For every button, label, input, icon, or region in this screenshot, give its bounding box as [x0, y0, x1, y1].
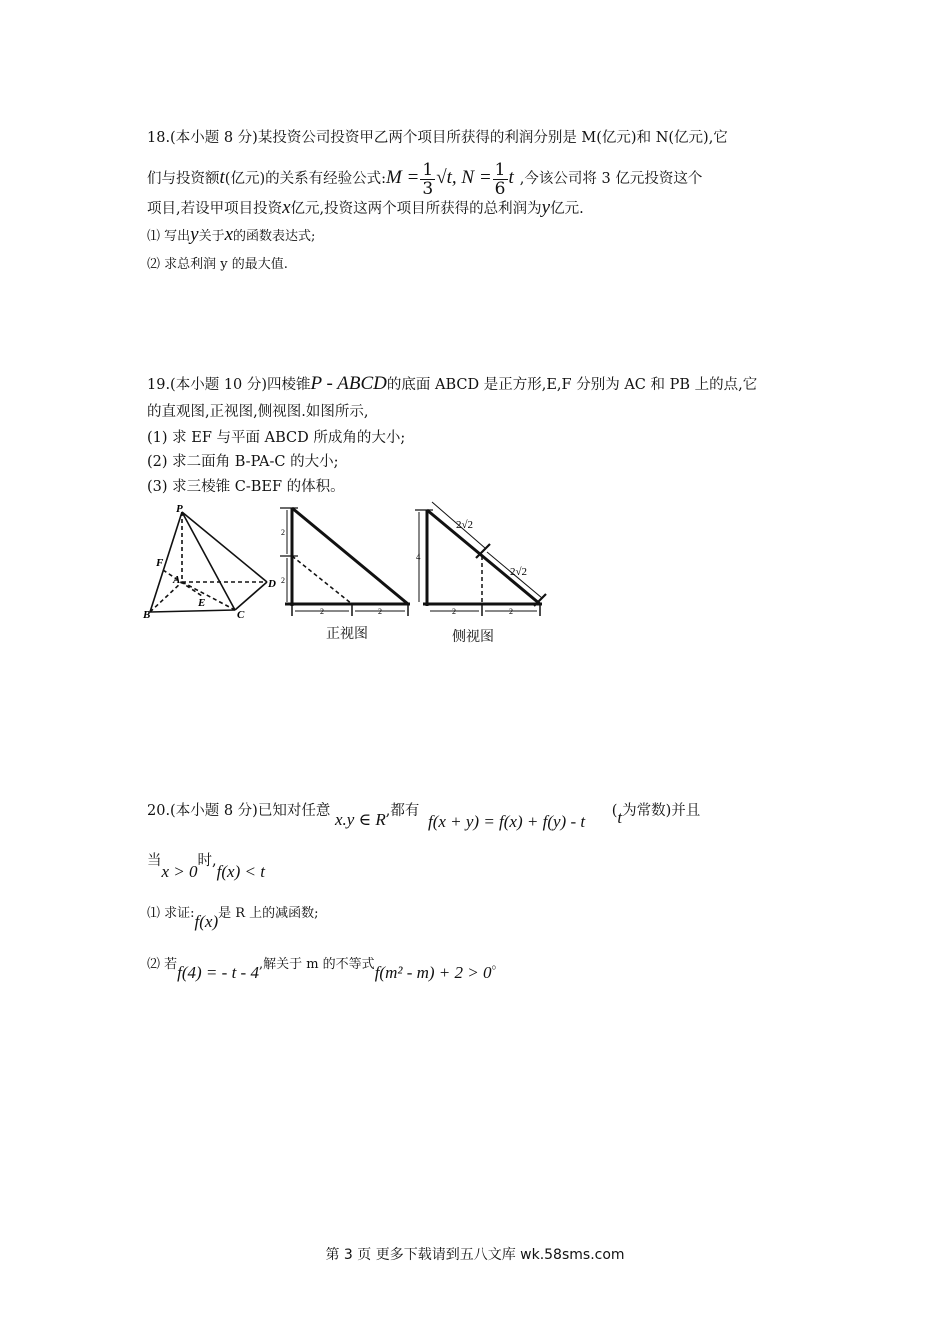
q18-formula-m: M = [385, 167, 420, 188]
frac-denominator: 6 [494, 178, 506, 199]
q18-line2-post: ,今该公司将 3 亿元投资这个 [519, 171, 703, 187]
q20-item2-mid: ,解关于 m 的不等式 [258, 957, 375, 972]
label-a: A [173, 574, 181, 586]
q20-line1-pre: 20.(本小题 8 分)已知对任意 [147, 803, 331, 819]
q20-item1-pre: ⑴ 求证: [147, 906, 195, 921]
front-dim-3: 2 [320, 607, 324, 616]
frac-numerator: 1 [494, 159, 506, 180]
q18-formula-end: t [508, 167, 514, 188]
q18-item1-post: 的函数表达式; [233, 229, 316, 244]
side-dim-slant-1: 2√2 [456, 519, 474, 531]
front-view-drawing [280, 508, 410, 616]
side-view-drawing [415, 502, 546, 616]
q20-paren: ( [611, 803, 618, 819]
label-c: C [237, 609, 245, 621]
q18-var-t: t [219, 167, 225, 188]
front-dim-1: 2 [281, 528, 285, 537]
q19-line1-post: 的底面 ABCD 是正方形,E,F 分别为 AC 和 PB 上的点,它 [386, 377, 758, 393]
q20-line2 [147, 850, 265, 880]
q20-line2-mid: 时, [197, 853, 217, 869]
q18-frac-one-sixth [493, 161, 508, 198]
q19-item3: (3) 求三棱锥 C-BEF 的体积。 [147, 479, 345, 495]
q18-line3 [147, 198, 584, 219]
label-b: B [143, 609, 151, 621]
q20-item2-post: 。 [491, 957, 505, 972]
front-dim-4: 2 [378, 607, 382, 616]
page-footer: 第 3 页 更多下载请到五八文库 wk.58sms.com [325, 1247, 625, 1263]
label-p: P [176, 503, 183, 515]
q18-line3-post: 亿元. [550, 201, 584, 217]
q20-functional-equation: f(x + y) = f(x) + f(y) - t [427, 812, 586, 831]
q20-line1-mid: ,都有 [385, 803, 420, 819]
side-dim-base-2: 2 [509, 607, 513, 616]
q20-var-t: t [617, 808, 623, 827]
q18-var-y: y [541, 197, 551, 218]
q20-fx-less-t: f(x) < t [216, 862, 265, 881]
q19-line1 [147, 374, 757, 395]
q18-item1-pre: ⑴ 写出 [147, 229, 191, 244]
q18-item1-var-y: y [190, 224, 199, 245]
q18-line3-mid: 亿元,投资这两个项目所获得的总利润为 [290, 201, 542, 217]
q18-frac-one-third [420, 161, 435, 198]
q19-line1-pre: 19.(本小题 10 分)四棱锥 [147, 377, 311, 393]
q20-inequality: f(m² - m) + 2 > 0 [374, 963, 492, 982]
q19-line2: 的直观图,正视图,侧视图.如图所示, [147, 404, 369, 420]
frac-numerator: 1 [422, 159, 434, 180]
q18-line3-pre: 项目,若设甲项目投资 [147, 201, 283, 217]
q20-item1-post: 是 R 上的减函数; [218, 906, 319, 921]
q18-sqrt-t: √t, N = [436, 167, 492, 188]
side-dim-slant-2: 2√2 [510, 566, 528, 578]
q20-item2 [147, 953, 505, 983]
q20-item2-pre: ⑵ 若 [147, 957, 178, 972]
label-d: D [268, 578, 276, 590]
q20-line2-pre: 当 [147, 853, 162, 869]
q20-item1 [147, 902, 319, 932]
q20-line1-post: 为常数)并且 [622, 803, 701, 819]
pyramid-drawing [150, 512, 267, 612]
q20-forall-xy: x.y ∈ R [334, 810, 386, 829]
label-f: F [156, 557, 164, 569]
q18-line2-pre: 们与投资额 [147, 171, 220, 187]
q18-item2: ⑵ 求总利润 y 的最大值. [147, 257, 288, 272]
q18-item1-var-x: x [224, 224, 234, 245]
q19-pyramid-name: P - ABCD [310, 373, 387, 394]
label-e: E [198, 597, 206, 609]
side-view-caption: 侧视图 [452, 629, 494, 645]
q19-item1: (1) 求 EF 与平面 ABCD 所成角的大小; [147, 430, 406, 446]
q18-item1 [147, 225, 315, 247]
q20-line1 [147, 800, 700, 830]
q18-var-x: x [282, 197, 291, 218]
q18-item1-mid: 关于 [198, 229, 225, 244]
q20-f4: f(4) = - t - 4 [177, 963, 259, 982]
q18-line2-mid: (亿元)的关系有经验公式: [224, 171, 386, 187]
q20-fx: f(x) [194, 912, 219, 931]
q18-line2 [147, 158, 702, 198]
front-view-caption: 正视图 [326, 626, 368, 642]
q18-line1: 18.(本小题 8 分)某投资公司投资甲乙两个项目所获得的利润分别是 M(亿元)和 N(亿元),它 [147, 130, 728, 146]
q20-x-positive: x > 0 [161, 862, 198, 881]
frac-denominator: 3 [422, 178, 434, 199]
q19-item2: (2) 求二面角 B-PA-C 的大小; [147, 454, 339, 470]
side-dim-base-1: 2 [452, 607, 456, 616]
side-dim-height: 4 [416, 552, 421, 562]
front-dim-2: 2 [281, 576, 285, 585]
